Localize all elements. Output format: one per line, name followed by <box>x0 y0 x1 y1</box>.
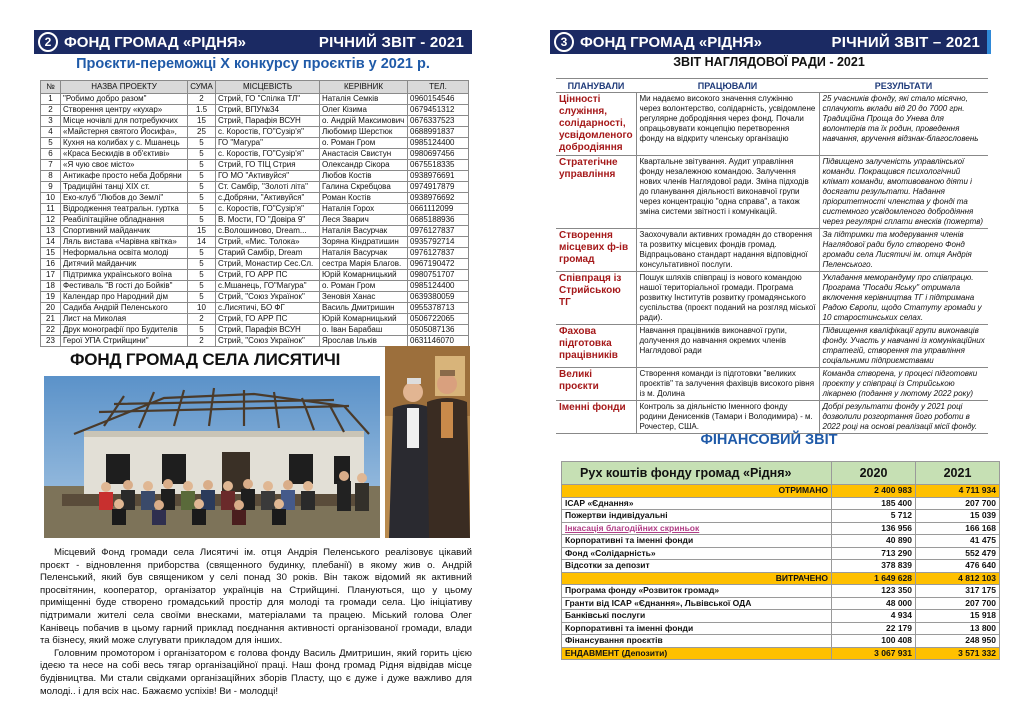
board-col-work: ПРАЦЮВАЛИ <box>636 79 819 93</box>
winners-cell: 19 <box>41 292 61 303</box>
winners-cell: 0985124400 <box>408 138 469 149</box>
winners-cell: Наталія Васурчак <box>320 226 408 237</box>
winners-cell: 13 <box>41 226 61 237</box>
winners-cell: Стрий, Парафія ВСУН <box>216 325 320 336</box>
winners-cell: Леся Зварич <box>320 215 408 226</box>
winners-cell: 0960154546 <box>408 94 469 105</box>
winners-cell: Стрий, ГО ТІЦ Стрия <box>216 160 320 171</box>
finance-row <box>562 497 1000 510</box>
finance-row <box>562 635 1000 648</box>
winners-cell: 15 <box>41 248 61 259</box>
winners-cell: 0685188936 <box>408 215 469 226</box>
winners-col-header: СУМА <box>188 81 216 94</box>
finance-value-2021: 13 800 <box>916 622 1000 635</box>
page-right <box>512 0 1024 724</box>
finance-value-2021: 41 475 <box>916 535 1000 548</box>
finance-body <box>562 462 1000 660</box>
board-result-cell: Укладання меморандуму про співпрацю. Програма "Посади Яську" отримала включення керівництва ТГ і підтримана Радою Європи, щодо Статуту громади у 10 старостинських селах. <box>819 272 988 325</box>
finance-value-2021: 15 918 <box>916 610 1000 623</box>
winners-cell: о. Іван Барабаш <box>320 325 408 336</box>
winners-cell: Любомир Шерстюк <box>320 127 408 138</box>
winners-row <box>41 281 469 292</box>
page-number-badge: 3 <box>554 32 574 52</box>
winners-cell: 0976127837 <box>408 248 469 259</box>
winners-cell: 5 <box>188 281 216 292</box>
winners-cell: с.Лисятичі, БО ФГ <box>216 303 320 314</box>
winners-row <box>41 259 469 270</box>
finance-row <box>562 510 1000 523</box>
winners-cell: Дитячий майданчик <box>61 259 188 270</box>
finance-row <box>562 522 1000 535</box>
winners-cell: Анастасія Свистун <box>320 149 408 160</box>
winners-cell: с. Коростів, ГО"Сузір'я" <box>216 127 320 138</box>
header-bar-right <box>550 30 988 54</box>
winners-cell: Створення центру «кухар» <box>61 105 188 116</box>
winners-cell: Відродження театральн. гуртка <box>61 204 188 215</box>
board-work-cell: Навчання працівників виконавчої групи, долучення до навчання окремих членів Наглядової ради <box>636 325 819 368</box>
village-paragraph-1: Місцевий Фонд громади села Лисятичі ім. отця Андрія Пеленського реалізовує цікавий проєкт - відновлення приборства (священного будинку, плебанії) в якому жив о. Андрій Пеленський, який був священиком у селі понад 30 років. Він також відомий як активний просвітянин, кооператор, організатор українців на Стрийщині. Плануються, що у цьому приміщенні буде створено громадський простір для молоді та громади села. Цю ініціативу підтримали жителі села своїми внесками, матеріалами та працею. Міський голова Олег Канівець побачив в цьому гарний приклад поєднання активності організованої громади, влади та бізнесу, який може слугувати прикладом для інших. <box>40 547 472 647</box>
finance-label: Банківські послуги <box>562 610 832 623</box>
finance-row <box>562 560 1000 573</box>
finance-value-2021: 3 571 332 <box>916 647 1000 660</box>
winners-cell: 0688991837 <box>408 127 469 138</box>
winners-cell: 21 <box>41 314 61 325</box>
village-text <box>40 547 472 698</box>
finance-label: Пожертви індивідуальні <box>562 510 832 523</box>
finance-value-2020: 713 290 <box>832 547 916 560</box>
finance-row <box>562 622 1000 635</box>
winners-cell: 0661112099 <box>408 204 469 215</box>
finance-value-2021: 248 950 <box>916 635 1000 648</box>
winners-cell: Стрий, «Мис. Толока» <box>216 237 320 248</box>
board-body <box>556 93 988 434</box>
page-number-badge: 2 <box>38 32 58 52</box>
board-work-cell: Заохочували активних громадян до створення та розвитку місцевих фондів громад. Відпрацьовано стандарт надання відповідної консультативної послуги. <box>636 229 819 272</box>
winners-cell: 5 <box>188 182 216 193</box>
winners-cell: 1.5 <box>188 105 216 116</box>
finance-value-2020: 100 408 <box>832 635 916 648</box>
winners-cell: Календар про Народний дім <box>61 292 188 303</box>
winners-row <box>41 116 469 127</box>
board-work-cell: Створення команди із підготовки "великих проєктів" та залучення фахівців високого рівня із м. Долина <box>636 368 819 401</box>
finance-label: Інкасація благодійних скриньок <box>562 522 832 535</box>
finance-value-2020: 22 179 <box>832 622 916 635</box>
header-brand-text: ФОНД ГРОМАД «РІДНЯ» <box>580 33 763 51</box>
winners-cell: 18 <box>41 281 61 292</box>
finance-label: ОТРИМАНО <box>562 485 832 498</box>
board-work-cell: Пошук шляхів співпраці із нового командою нашої територіальної громади. Програма розвитку Інститутів розвитку громадянського суспільства (проєкт поданий на розгляд міської ради). <box>636 272 819 325</box>
finance-row <box>562 547 1000 560</box>
winners-row <box>41 171 469 182</box>
board-result-cell: 25 учасників фонду, які стало місячно, сплачують вклади від 20 до 7000 грн. Традиційна Проща до Унева для волонтерів та їх родин, проведення навчання, вручення відзнак-благословень <box>819 93 988 156</box>
header-brand <box>38 32 246 52</box>
winners-col-header: ТЕЛ. <box>408 81 469 94</box>
winners-cell: с.Добряни, "Активуйся" <box>216 193 320 204</box>
winners-cell: 7 <box>41 160 61 171</box>
finance-value-2021: 4 812 103 <box>916 572 1000 585</box>
board-title: ЗВІТ НАГЛЯДОВОЇ РАДИ - 2021 <box>673 55 865 69</box>
winners-cell: Ярослав Ільків <box>320 336 408 347</box>
winners-title: Проєкти-переможці Х конкурсу проєктів у 2021 р. <box>76 56 430 72</box>
finance-value-2020: 40 890 <box>832 535 916 548</box>
winners-cell: Ляль вистава «Чарівна квітка» <box>61 237 188 248</box>
winners-row <box>41 336 469 347</box>
winners-cell: Стрий, ВПУ№34 <box>216 105 320 116</box>
finance-label: Гранти від ІСАР «Єднання», Львівської ОДА <box>562 597 832 610</box>
winners-cell: 5 <box>188 171 216 182</box>
winners-cell: с.Волошиново, Dream... <box>216 226 320 237</box>
finance-label: Фінансування проєктів <box>562 635 832 648</box>
winners-cell: Ст. Самбір, "Золоті літа" <box>216 182 320 193</box>
header-year: РІЧНИЙ ЗВІТ - 2021 <box>318 33 464 51</box>
board-col-result: РЕЗУЛЬТАТИ <box>819 79 988 93</box>
winners-cell: сестра Марія Благов. <box>320 259 408 270</box>
winners-cell: 12 <box>41 215 61 226</box>
winners-cell: 14 <box>188 237 216 248</box>
winners-cell: 25 <box>188 127 216 138</box>
winners-cell: 16 <box>41 259 61 270</box>
winners-cell: 10 <box>188 303 216 314</box>
winners-cell: 0938976691 <box>408 171 469 182</box>
winners-cell: Садиба Андрій Пеленського <box>61 303 188 314</box>
winners-cell: 0631146070 <box>408 336 469 347</box>
finance-header-2020: 2020 <box>832 462 916 485</box>
winners-cell: 8 <box>41 171 61 182</box>
finance-value-2020: 123 350 <box>832 585 916 598</box>
winners-cell: 5 <box>188 325 216 336</box>
finance-label: Фонд «Солідарність» <box>562 547 832 560</box>
winners-row <box>41 270 469 281</box>
winners-row <box>41 127 469 138</box>
winners-cell: 0955378713 <box>408 303 469 314</box>
winners-row <box>41 248 469 259</box>
finance-label: Корпоративні та іменні фонди <box>562 535 832 548</box>
board-row <box>556 325 988 368</box>
finance-value-2021: 552 479 <box>916 547 1000 560</box>
board-plan-cell: Стратегічне управління <box>556 156 636 229</box>
finance-value-2020: 378 839 <box>832 560 916 573</box>
finance-value-2021: 15 039 <box>916 510 1000 523</box>
finance-row <box>562 647 1000 660</box>
winners-cell: 22 <box>41 325 61 336</box>
winners-cell: Старий Самбір, Dream <box>216 248 320 259</box>
winners-cell: Підтримка українського воїна <box>61 270 188 281</box>
finance-row <box>562 610 1000 623</box>
winners-cell: 5 <box>188 248 216 259</box>
winners-cell: Фестиваль "В гості до Бойків" <box>61 281 188 292</box>
winners-col-header: № <box>41 81 61 94</box>
winners-cell: 0938976692 <box>408 193 469 204</box>
winners-cell: о. Роман Гром <box>320 281 408 292</box>
winners-cell: Роман Костів <box>320 193 408 204</box>
board-plan-cell: Створення місцевих ф-ів громад <box>556 229 636 272</box>
winners-cell: ГО МО "Активуйся" <box>216 171 320 182</box>
winners-cell: 5 <box>188 193 216 204</box>
finance-label: ІСАР «Єднання» <box>562 497 832 510</box>
finance-label: Програма фонду «Розвиток громад» <box>562 585 832 598</box>
board-plan-cell: Цінності служіння, солідарності, усвідомленого добродіяння <box>556 93 636 156</box>
winners-cell: 9 <box>41 182 61 193</box>
winners-cell: Стрий, ГО АРР ПС <box>216 314 320 325</box>
board-row <box>556 401 988 434</box>
winners-cell: 2 <box>188 336 216 347</box>
header-brand <box>554 32 762 52</box>
winners-row <box>41 303 469 314</box>
board-result-cell: За підтримки та модерування членів Наглядової ради було створено Фонд громади села Лисятичі ім. отця Андрія Пеленського. <box>819 229 988 272</box>
finance-value-2021: 4 711 934 <box>916 485 1000 498</box>
finance-row <box>562 597 1000 610</box>
winners-col-header: НАЗВА ПРОЕКТУ <box>61 81 188 94</box>
winners-cell: 2 <box>188 314 216 325</box>
finance-label: Корпоративні та іменні фонди <box>562 622 832 635</box>
winners-cell: Стрий, "Союз Українок" <box>216 292 320 303</box>
finance-row <box>562 572 1000 585</box>
winners-cell: Наталія Горох <box>320 204 408 215</box>
winners-cell: 0976127837 <box>408 226 469 237</box>
winners-cell: Любов Костів <box>320 171 408 182</box>
winners-row <box>41 182 469 193</box>
winners-cell: Галина Скребцова <box>320 182 408 193</box>
winners-cell: Реабілітаційне обладнання <box>61 215 188 226</box>
winners-cell: Друк монографії про Будителів <box>61 325 188 336</box>
finance-value-2020: 3 067 931 <box>832 647 916 660</box>
winners-row <box>41 226 469 237</box>
winners-cell: 0974917879 <box>408 182 469 193</box>
finance-value-2020: 4 934 <box>832 610 916 623</box>
winners-cell: 11 <box>41 204 61 215</box>
winners-cell: 0985124400 <box>408 281 469 292</box>
winners-cell: 3 <box>41 116 61 127</box>
winners-cell: Зоряна Кіндратишин <box>320 237 408 248</box>
winners-cell: 2 <box>188 94 216 105</box>
finance-value-2021: 207 700 <box>916 497 1000 510</box>
winners-cell: Стрий, "Союз Українок" <box>216 336 320 347</box>
village-title: ФОНД ГРОМАД СЕЛА ЛИСЯТИЧІ <box>70 350 341 369</box>
winners-cell: 0506722065 <box>408 314 469 325</box>
winners-cell: 5 <box>188 215 216 226</box>
finance-label: ЕНДАВМЕНТ (Депозити) <box>562 647 832 660</box>
winners-cell: с.Мшанець, ГО"Магура" <box>216 281 320 292</box>
winners-col-header: МІСЦЕВІСТЬ <box>216 81 320 94</box>
winners-cell: 4 <box>41 127 61 138</box>
winners-cell: Стрий, Парафія ВСУН <box>216 116 320 127</box>
winners-cell: 0675518335 <box>408 160 469 171</box>
board-work-cell: Квартальне звітування. Аудит управління фонду незалежною командою. Залучення нових членів Наглядової ради. Зміна підходів до планування діяльності виконавчої групи через концентрацію "одна справа", а також зміна системи звітності і комунікацій. <box>636 156 819 229</box>
board-result-cell: Підвищено залученість управлінської команди. Покращився психологічний клімат команди, вмотивованою діяти і досягати результати. Надання пріоритетності членства у фонді та системного усвідомленого добродіяння через регулярні сплати внесків (пожертв) <box>819 156 988 229</box>
winners-cell: Місце ночівлі для потребуючих <box>61 116 188 127</box>
board-row <box>556 156 988 229</box>
winners-cell: 5 <box>188 204 216 215</box>
winners-cell: о. Роман Гром <box>320 138 408 149</box>
finance-header-row <box>562 462 1000 485</box>
finance-row <box>562 485 1000 498</box>
header-brand-text: ФОНД ГРОМАД «РІДНЯ» <box>64 33 247 51</box>
finance-label: ВИТРАЧЕНО <box>562 572 832 585</box>
finance-label: Відсотки за депозит <box>562 560 832 573</box>
finance-value-2020: 136 956 <box>832 522 916 535</box>
winners-cell: 6 <box>41 149 61 160</box>
winners-row <box>41 237 469 248</box>
winners-cell: 5 <box>188 149 216 160</box>
board-plan-cell: Фахова підготовка працівників <box>556 325 636 368</box>
finance-title: ФІНАНСОВИЙ ЗВІТ <box>700 432 838 448</box>
winners-cell: 10 <box>41 193 61 204</box>
winners-cell: 0980697456 <box>408 149 469 160</box>
board-result-cell: Команда створена, у процесі підготовки проєкту у співпраці із Стрийською лікарнею (подання у лютому 2022 року) <box>819 368 988 401</box>
winners-cell: ГО "Магура" <box>216 138 320 149</box>
winners-cell: Наталія Семків <box>320 94 408 105</box>
winners-row <box>41 193 469 204</box>
finance-value-2020: 5 712 <box>832 510 916 523</box>
winners-cell: 15 <box>188 116 216 127</box>
winners-row <box>41 160 469 171</box>
winners-cell: Олександр Сікора <box>320 160 408 171</box>
winners-cell: Наталія Васурчак <box>320 248 408 259</box>
header-year: РІЧНИЙ ЗВІТ – 2021 <box>831 33 980 51</box>
board-row <box>556 93 988 156</box>
finance-value-2020: 48 000 <box>832 597 916 610</box>
winners-cell: 0980751707 <box>408 270 469 281</box>
winners-cell: Герої УПА Стрийщини" <box>61 336 188 347</box>
winners-row <box>41 138 469 149</box>
board-col-plan: ПЛАНУВАЛИ <box>556 79 636 93</box>
winners-cell: «Я чую своє місто» <box>61 160 188 171</box>
winners-cell: 2 <box>41 105 61 116</box>
two-men-photo <box>385 346 470 538</box>
winners-row <box>41 325 469 336</box>
winners-cell: Антикафе просто неба Добряни <box>61 171 188 182</box>
winners-cell: 5 <box>188 259 216 270</box>
finance-value-2020: 2 400 983 <box>832 485 916 498</box>
board-header-row <box>556 79 988 93</box>
winners-cell: 23 <box>41 336 61 347</box>
village-paragraph-2: Головним промотором і організатором є голова фонду Василь Дмитришин, який горить цією ідеєю та несе на собі весь тягар організаційної праці. Наш фонд громад Рідня відвідав місце будівництва. Ми стали свідками організаційних зборів Пласту, що є дуже і дуже важливо для молоді.. і для всіх нас. Бажаємо успіхів! Ви - молодці! <box>40 647 472 697</box>
winners-cell: Стрий, Монастир Сес.Сл. <box>216 259 320 270</box>
winners-cell: Еко-клуб "Любов до Землі" <box>61 193 188 204</box>
winners-row <box>41 314 469 325</box>
board-result-cell: Добрі результати фонду у 2021 році дозволили розгортання його роботи в 2022 році на основі реалізації місії фонду. <box>819 401 988 434</box>
winners-col-header: КЕРІВНИК <box>320 81 408 94</box>
village-building-photo <box>44 376 380 538</box>
winners-cell: 0639380059 <box>408 292 469 303</box>
header-accent <box>987 30 991 54</box>
winners-cell: 14 <box>41 237 61 248</box>
winners-cell: 0935792714 <box>408 237 469 248</box>
winners-cell: Юрій Комарницький <box>320 314 408 325</box>
winners-cell: 5 <box>188 292 216 303</box>
finance-header-2021: 2021 <box>916 462 1000 485</box>
finance-value-2021: 317 175 <box>916 585 1000 598</box>
winners-header-row <box>41 81 469 94</box>
winners-cell: Зеновія Ханас <box>320 292 408 303</box>
winners-cell: с. Коростів, ГО"Сузір'я" <box>216 204 320 215</box>
finance-value-2021: 166 168 <box>916 522 1000 535</box>
winners-body <box>41 94 469 347</box>
winners-row <box>41 105 469 116</box>
finance-value-2020: 185 400 <box>832 497 916 510</box>
winners-cell: 5 <box>188 160 216 171</box>
board-row <box>556 229 988 272</box>
finance-row <box>562 535 1000 548</box>
finance-value-2020: 1 649 628 <box>832 572 916 585</box>
winners-cell: 5 <box>188 138 216 149</box>
header-bar-left <box>34 30 472 54</box>
winners-cell: 15 <box>188 226 216 237</box>
winners-row <box>41 292 469 303</box>
winners-cell: 5 <box>41 138 61 149</box>
winners-row <box>41 149 469 160</box>
winners-cell: 20 <box>41 303 61 314</box>
finance-value-2021: 207 700 <box>916 597 1000 610</box>
finance-row <box>562 585 1000 598</box>
winners-cell: Неформальна освіта молоді <box>61 248 188 259</box>
winners-cell: Стрий, ГО АРР ПС <box>216 270 320 281</box>
winners-table <box>40 80 469 347</box>
board-plan-cell: Великі проєкти <box>556 368 636 401</box>
board-row <box>556 272 988 325</box>
winners-cell: 17 <box>41 270 61 281</box>
board-plan-cell: Іменні фонди <box>556 401 636 434</box>
winners-row <box>41 215 469 226</box>
winners-cell: Юрій Комарницький <box>320 270 408 281</box>
board-plan-cell: Співпраця із Стрийською ТГ <box>556 272 636 325</box>
winners-cell: 0679451312 <box>408 105 469 116</box>
board-work-cell: Ми надаємо високого значення служінню через волонтерство, солідарність, усвідомлене регулярне добродіяння через фонд. Почали опрацьовувати концепцію перетворення фонду на відкриту членську організацію <box>636 93 819 156</box>
winners-row <box>41 94 469 105</box>
winners-cell: Традиційні танці XIX ст. <box>61 182 188 193</box>
winners-cell: «Майстерня святого Йосифа», <box>61 127 188 138</box>
winners-cell: 5 <box>188 270 216 281</box>
winners-cell: Василь Дмитришин <box>320 303 408 314</box>
winners-cell: 1 <box>41 94 61 105</box>
winners-cell: о. Андрій Максимович <box>320 116 408 127</box>
winners-cell: Спортивний майданчик <box>61 226 188 237</box>
board-work-cell: Контроль за діяльністю Іменного фонду родини Денисенків (Тамари і Володимира) - м. Рочестер, США. <box>636 401 819 434</box>
winners-cell: 0967190472 <box>408 259 469 270</box>
finance-value-2021: 476 640 <box>916 560 1000 573</box>
winners-cell: 0676337523 <box>408 116 469 127</box>
winners-cell: Лист на Миколая <box>61 314 188 325</box>
finance-header-title: Рух коштів фонду громад «Рідня» <box>562 462 832 485</box>
winners-cell: с. Коростів, ГО"Сузір'я" <box>216 149 320 160</box>
winners-cell: Стрий, ГО "Спілка ТЛ" <box>216 94 320 105</box>
winners-cell: «Краса Бескидів в об'єктиві» <box>61 149 188 160</box>
winners-row <box>41 204 469 215</box>
board-report-table <box>556 78 988 434</box>
winners-cell: 0505087136 <box>408 325 469 336</box>
board-row <box>556 368 988 401</box>
winners-cell: В. Мости, ГО "Довіра 9" <box>216 215 320 226</box>
board-result-cell: Підвищення кваліфікації групи виконавців фонду. Участь у навчанні із комунікаційних стратегій, створення та управління соціальними підприємствами <box>819 325 988 368</box>
winners-cell: Кухня на колибах у с. Мшанець <box>61 138 188 149</box>
finance-table <box>561 461 1000 660</box>
winners-cell: "Робимо добро разом" <box>61 94 188 105</box>
winners-cell: Олег Кізима <box>320 105 408 116</box>
